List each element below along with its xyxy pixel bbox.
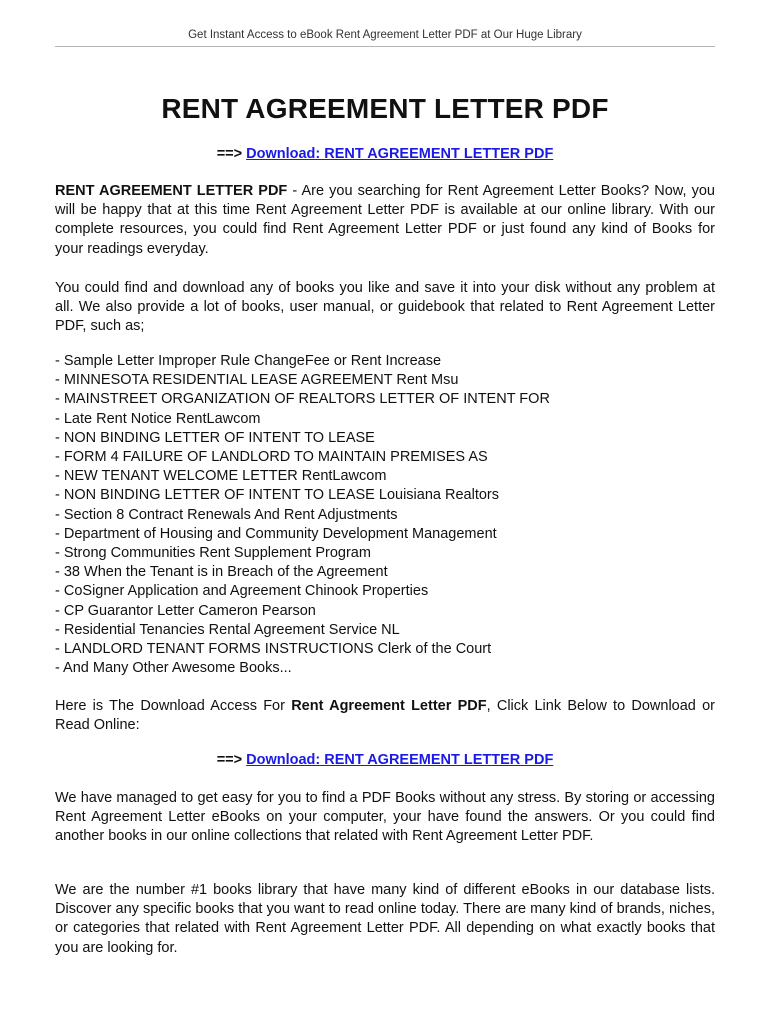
download-line-bottom [0,752,770,768]
list-item: - CoSigner Application and Agreement Chinook Properties [55,583,429,600]
list-item: - 38 When the Tenant is in Breach of the Agreement [55,564,388,581]
page-title: RENT AGREEMENT LETTER PDF [161,93,609,124]
list-item: - And Many Other Awesome Books... [55,660,292,677]
list-item: - Late Rent Notice RentLawcom [55,410,261,427]
list-item: - Sample Letter Improper Rule ChangeFee or Rent Increase [55,353,442,369]
list-item: - Residential Tenancies Rental Agreement Service NL [55,621,400,638]
list-item: - FORM 4 FAILURE OF LANDLORD TO MAINTAIN PREMISES AS [55,449,488,466]
download-link-top[interactable]: Download: RENT AGREEMENT LETTER PDF [246,146,554,162]
intro-bold-lead: RENT AGREEMENT LETTER PDF [55,183,288,199]
list-item: - CP Guarantor Letter Cameron Pearson [55,602,316,619]
list-item: - NON BINDING LETTER OF INTENT TO LEASE Louisiana Realtors [55,487,499,504]
download-arrow-prefix: ==> [216,146,243,162]
download-access-paragraph [55,697,715,735]
books-intro-paragraph: You could find and download any of books you like and save it into your disk without any problem at all. We also provide a lot of books, user manual, or guidebook that related to Rent Agreement Letter PDF, such as; [55,280,715,335]
access-text-bold: Rent Agreement Letter PDF [291,698,487,714]
book-list [55,352,715,678]
download-arrow-prefix: ==> [216,752,243,768]
list-item: - Department of Housing and Community Development Management [55,525,497,542]
header-divider [55,46,715,47]
list-item: - NEW TENANT WELCOME LETTER RentLawcom [55,468,387,485]
list-item: - Section 8 Contract Renewals And Rent Adjustments [55,506,398,523]
list-item: - NON BINDING LETTER OF INTENT TO LEASE [55,429,375,446]
access-text-before: Here is The Download Access For [55,698,292,714]
intro-paragraph [55,182,715,259]
access-text-after: , Click Link Below to Download or Read Online: [55,698,715,734]
intro-text: - Are you searching for Rent Agreement Letter Books? Now, you will be happy that at this time Rent Agreement Letter PDF is available at our online library. With our complete resources, you could find Rent Agreement Letter PDF or just found any kind of Books for your readings everyday. [55,183,715,257]
managed-paragraph: We have managed to get easy for you to find a PDF Books without any stress. By storing or accessing Rent Agreement Letter eBooks on your computer, your have found the answers. Or you could find another books in our online collections that related with Rent Agreement Letter PDF. [55,790,715,845]
list-item: - LANDLORD TENANT FORMS INSTRUCTIONS Clerk of the Court [55,641,492,658]
page-header-text: Get Instant Access to eBook Rent Agreement Letter PDF at Our Huge Library [188,29,582,41]
download-line-top [0,146,770,162]
list-item: - Strong Communities Rent Supplement Program [55,545,371,562]
download-link-bottom[interactable]: Download: RENT AGREEMENT LETTER PDF [246,752,554,768]
list-item: - MINNESOTA RESIDENTIAL LEASE AGREEMENT Rent Msu [55,372,459,389]
list-item: - MAINSTREET ORGANIZATION OF REALTORS LETTER OF INTENT FOR [55,391,550,408]
library-paragraph: We are the number #1 books library that have many kind of different eBooks in our database lists. Discover any specific books that you want to read online today. There are many kind of brands, niches, or categories that related with Rent Agreement Letter PDF. All depending on what exactly books that you are looking for. [55,882,715,956]
